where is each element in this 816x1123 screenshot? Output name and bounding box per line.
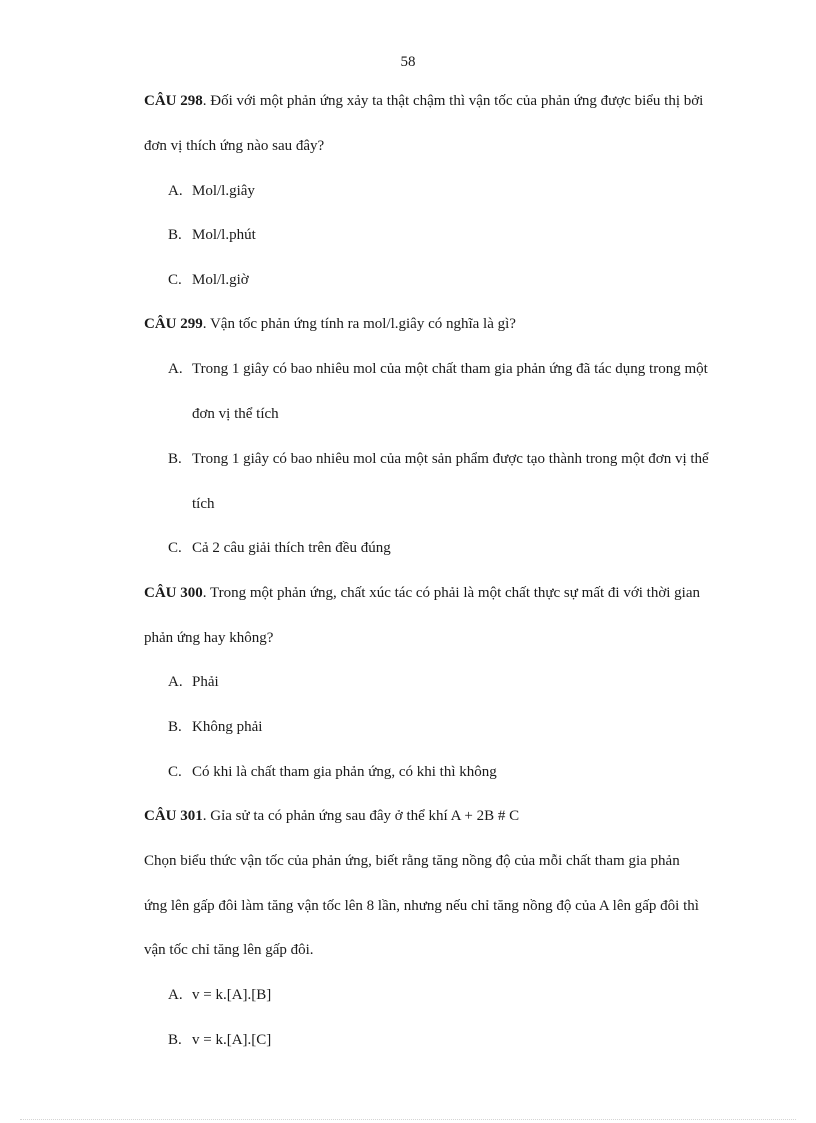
option-letter: A.: [168, 674, 183, 690]
option-letter: B.: [168, 719, 182, 735]
question-299-option-c: [168, 540, 391, 557]
question-301-option-a: [168, 987, 271, 1004]
question-300-option-b: [168, 719, 262, 736]
option-text: v = k.[A].[C]: [192, 1032, 272, 1048]
option-letter: A.: [168, 361, 183, 377]
question-301-paragraph-line-1: Chọn biểu thức vận tốc của phản ứng, biết rằng tăng nồng độ của mỗi chất tham gia phản: [144, 853, 680, 869]
question-300-option-a: [168, 674, 219, 691]
option-text: Mol/l.phút: [192, 227, 256, 243]
question-299-option-a: [168, 361, 708, 378]
question-299-line-1: [144, 316, 516, 333]
question-299-number: CÂU 299: [144, 316, 203, 332]
option-letter: B.: [168, 1032, 182, 1048]
option-text: Có khi là chất tham gia phản ứng, có khi thì không: [192, 764, 497, 780]
question-301-option-b: [168, 1032, 271, 1049]
question-301-paragraph-line-3: vận tốc chỉ tăng lên gấp đôi.: [144, 942, 314, 958]
question-300-line-2: phản ứng hay không?: [144, 630, 274, 646]
option-letter: C.: [168, 272, 182, 288]
question-300-text: . Trong một phản ứng, chất xúc tác có phải là một chất thực sự mất đi với thời gian: [202, 585, 701, 601]
question-301-text: . Gỉa sử ta có phản ứng sau đây ở thể khí A + 2B # C: [202, 808, 520, 824]
question-299-option-b: [168, 451, 709, 468]
option-letter: C.: [168, 764, 182, 780]
question-299-option-b-continued: tích: [192, 496, 215, 512]
option-text: Phải: [192, 674, 219, 690]
option-text: v = k.[A].[B]: [192, 987, 272, 1003]
question-299-text: . Vận tốc phản ứng tính ra mol/l.giây có nghĩa là gì?: [202, 316, 516, 332]
option-letter: C.: [168, 540, 182, 556]
option-letter: B.: [168, 227, 182, 243]
question-298-number: CÂU 298: [144, 93, 203, 109]
option-letter: B.: [168, 451, 182, 467]
question-301-line-1: [144, 808, 519, 825]
page-bottom-divider: [20, 1119, 796, 1120]
option-text: Trong 1 giây có bao nhiêu mol của một chất tham gia phản ứng đã tác dụng trong một: [192, 361, 708, 377]
option-text: Cả 2 câu giải thích trên đều đúng: [192, 540, 391, 556]
question-299-option-a-continued: đơn vị thể tích: [192, 406, 279, 422]
question-298-option-b: [168, 227, 256, 244]
question-298-line-1: [144, 93, 703, 110]
question-301-paragraph-line-2: ứng lên gấp đôi làm tăng vận tốc lên 8 lần, nhưng nếu chỉ tăng nồng độ của A lên gấp đôi thì: [144, 898, 699, 914]
question-301-number: CÂU 301: [144, 808, 203, 824]
question-300-number: CÂU 300: [144, 585, 203, 601]
question-300-line-1: [144, 585, 700, 602]
option-letter: A.: [168, 987, 183, 1003]
option-text: Mol/l.giờ: [192, 272, 249, 288]
question-298-text: . Đối với một phản ứng xảy ta thật chậm thì vận tốc của phản ứng được biểu thị bởi: [202, 93, 704, 109]
question-300-option-c: [168, 764, 497, 781]
option-letter: A.: [168, 183, 183, 199]
page-number: 58: [400, 54, 416, 70]
option-text: Trong 1 giây có bao nhiêu mol của một sản phẩm được tạo thành trong một đơn vị thể: [192, 451, 709, 467]
question-298-option-c: [168, 272, 249, 289]
option-text: Không phải: [192, 719, 263, 735]
option-text: Mol/l.giây: [192, 183, 255, 199]
question-298-line-2: đơn vị thích ứng nào sau đây?: [144, 138, 325, 154]
question-298-option-a: [168, 183, 255, 200]
